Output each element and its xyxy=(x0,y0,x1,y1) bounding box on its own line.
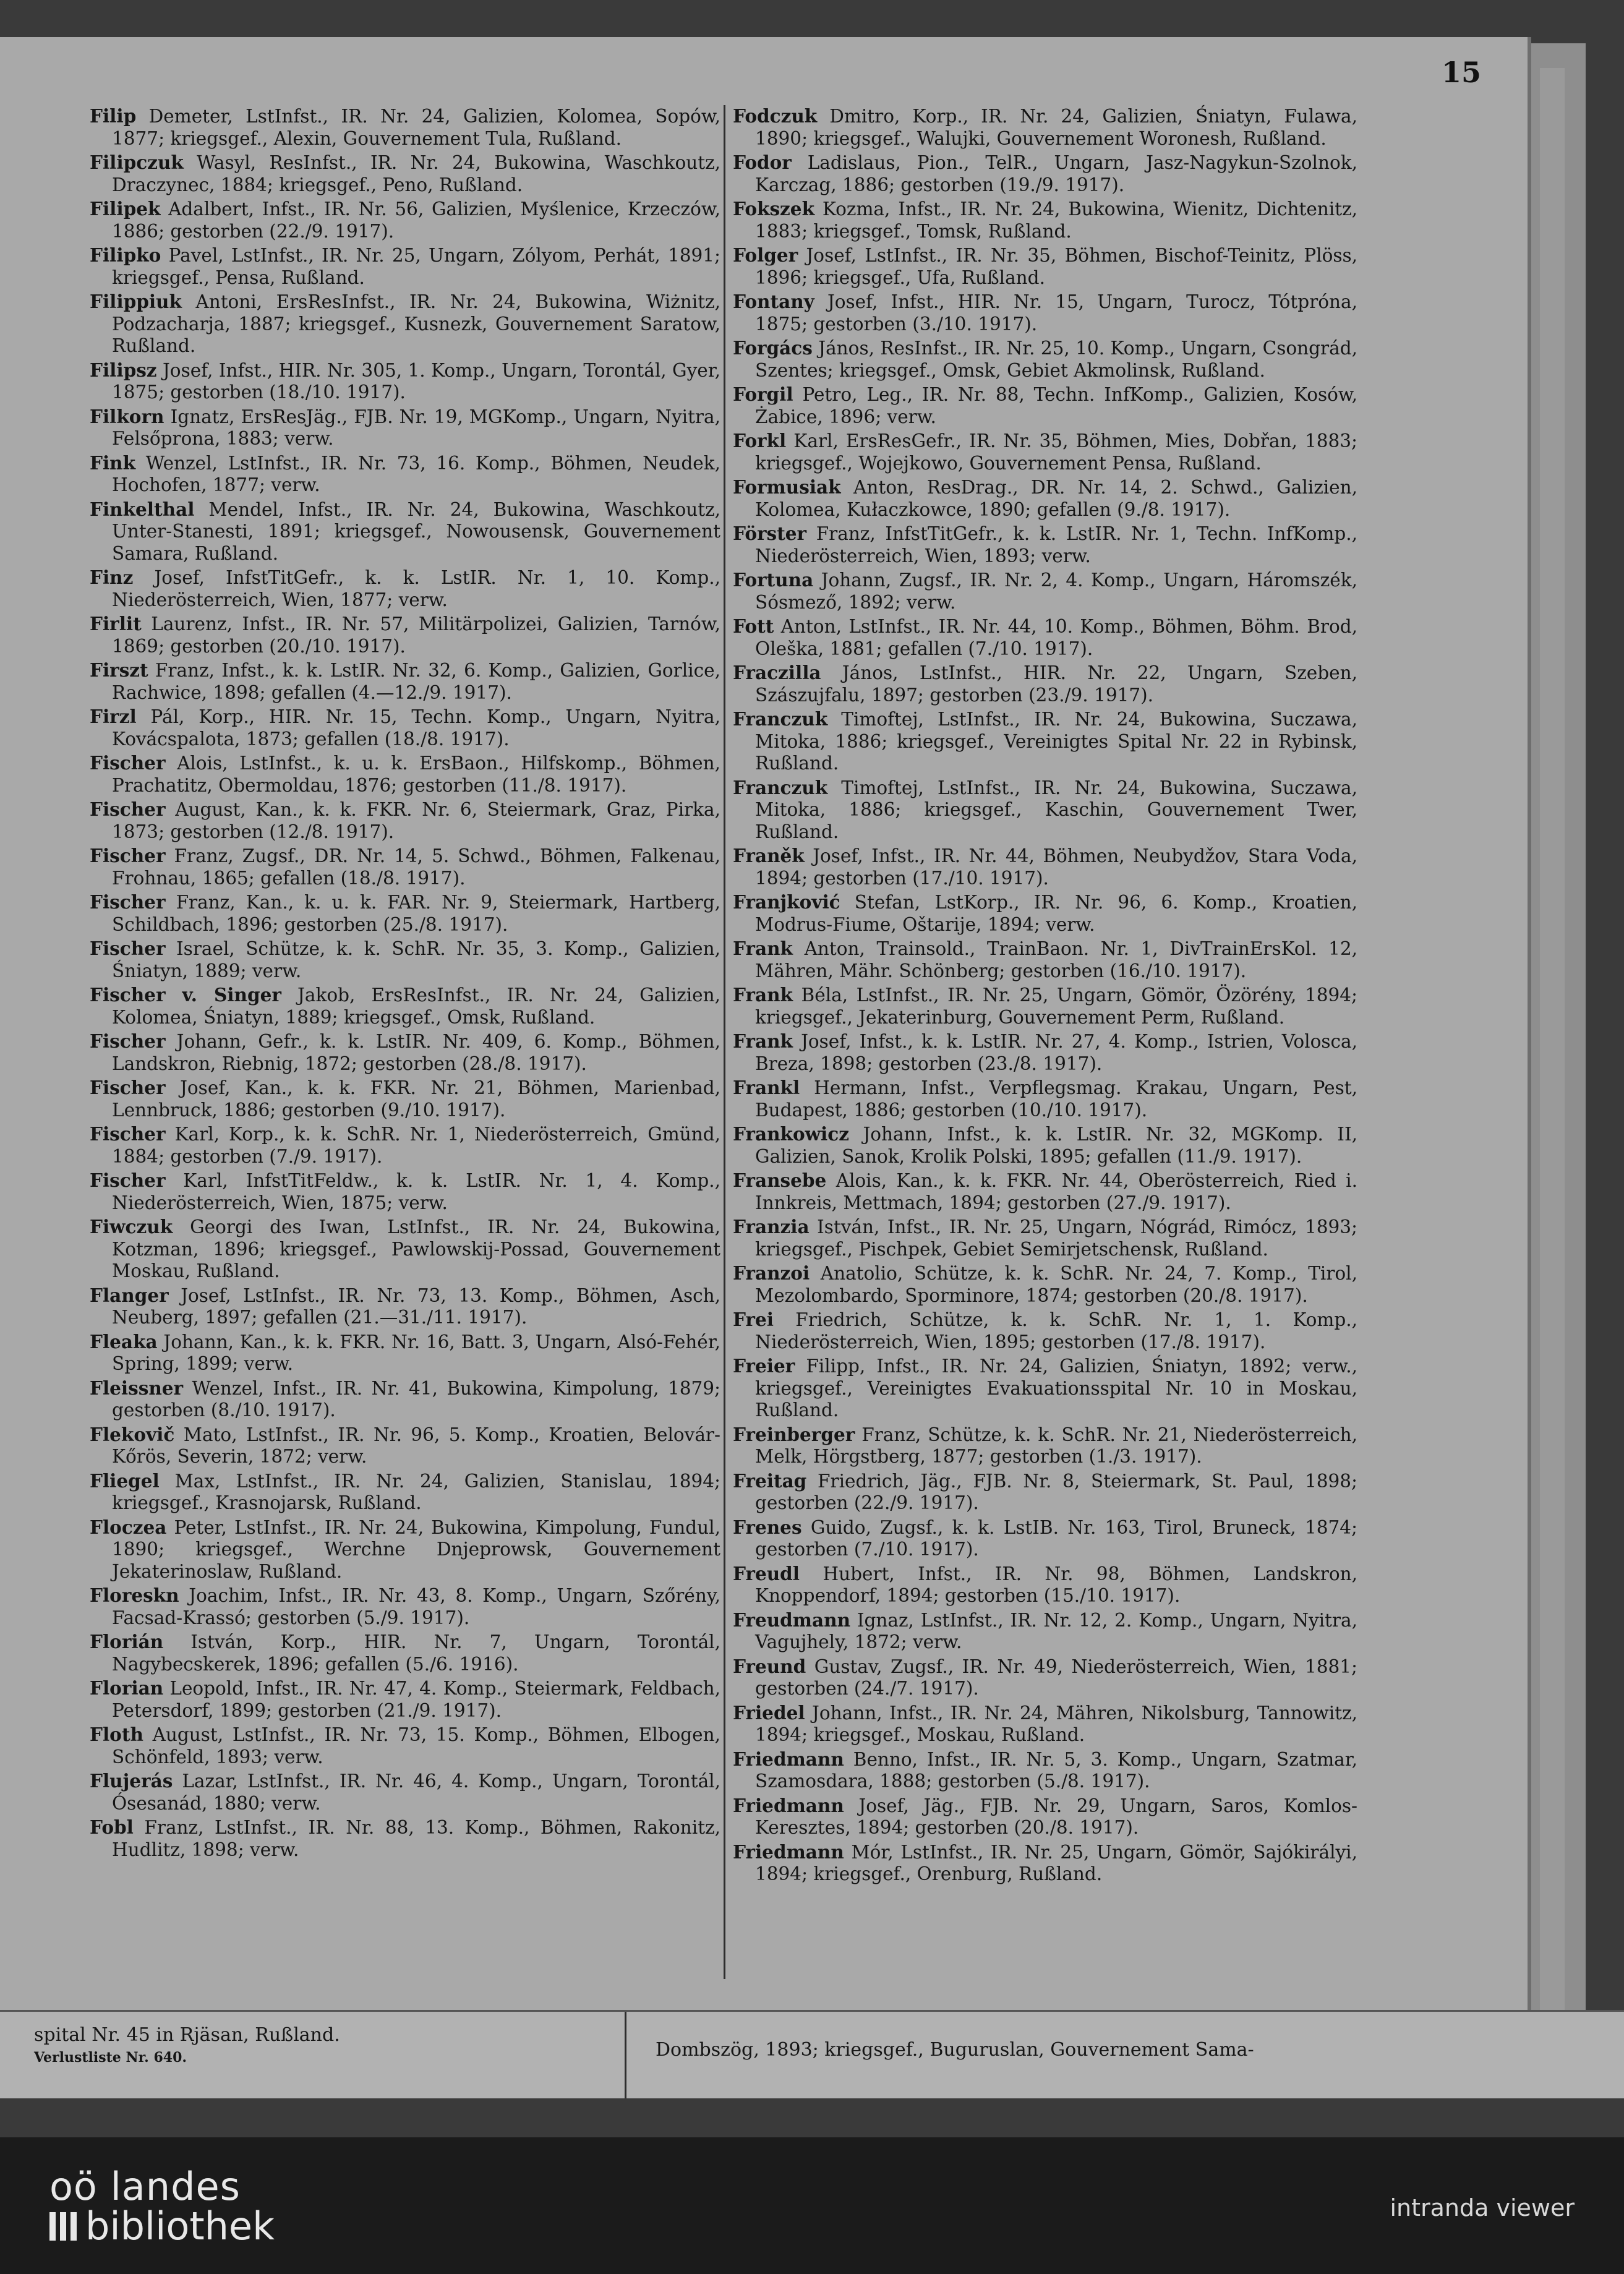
casualty-entry xyxy=(733,708,1357,775)
entry-surname: Forgács xyxy=(733,337,813,359)
entry-surname: Filippiuk xyxy=(90,291,182,312)
entry-surname: Folger xyxy=(733,244,798,266)
casualty-entry xyxy=(733,476,1357,521)
logo-text-top: oö landes xyxy=(49,2164,241,2209)
casualty-entry xyxy=(733,1841,1357,1886)
entry-surname: Friedmann xyxy=(733,1748,844,1770)
entry-details: Jakob, ErsResInfst., IR. Nr. 24, Galizien, Kolomea, Śniatyn, 1889; kriegsgef., Omsk, Rußland. xyxy=(112,985,720,1028)
casualty-entry xyxy=(90,845,720,889)
casualty-entry xyxy=(733,938,1357,982)
entry-details: Alois, Kan., k. k. FKR. Nr. 44, Oberösterreich, Ried i. Innkreis, Mettmach, 1894; gestorben (27./9. 1917). xyxy=(755,1170,1357,1213)
entry-details: Dmitro, Korp., IR. Nr. 24, Galizien, Śniatyn, Fulawa, 1890; kriegsgef., Walujki, Gouvernement Woronesh, Rußland. xyxy=(755,106,1357,149)
entry-details: Wasyl, ResInfst., IR. Nr. 24, Bukowina, Waschkoutz, Draczynec, 1884; kriegsgef., Peno, Rußland. xyxy=(112,152,720,195)
casualty-entry xyxy=(90,938,720,982)
casualty-entry xyxy=(733,662,1357,706)
casualty-entry xyxy=(733,291,1357,335)
entry-surname: Floreskn xyxy=(90,1584,179,1606)
casualty-entry xyxy=(90,1770,720,1814)
entry-surname: Franczuk xyxy=(733,776,828,798)
entry-details: Karl, ErsResGefr., IR. Nr. 35, Böhmen, Mies, Dobřan, 1883; kriegsgef., Wojejkowo, Gouvernement Pensa, Rußland. xyxy=(755,430,1357,474)
entry-details: August, Kan., k. k. FKR. Nr. 6, Steiermark, Graz, Pirka, 1873; gestorben (12./8. 1917). xyxy=(112,799,720,842)
casualty-entry xyxy=(733,523,1357,567)
entry-surname: Fransebe xyxy=(733,1169,827,1191)
entry-surname: Freitag xyxy=(733,1469,807,1492)
entry-surname: Freier xyxy=(733,1355,795,1377)
entry-details: Timoftej, LstInfst., IR. Nr. 24, Bukowina, Suczawa, Mitoka, 1886; kriegsgef., Kaschin, Gouvernement Twer, Rußland. xyxy=(755,777,1357,842)
entry-surname: Fiwczuk xyxy=(90,1216,173,1237)
entry-details: Franz, Infst., k. k. LstIR. Nr. 32, 6. Komp., Galizien, Gorlice, Rachwice, 1898; gefallen (4.—12./9. 1917). xyxy=(112,660,720,703)
entry-surname: Filipek xyxy=(90,198,161,220)
entry-surname: Flanger xyxy=(90,1284,169,1306)
entry-surname: Fott xyxy=(733,615,774,637)
entry-surname: Floth xyxy=(90,1724,143,1745)
casualty-entry xyxy=(90,1516,720,1583)
entry-details: Antoni, ErsResInfst., IR. Nr. 24, Bukowina, Wiżnitz, Podzacharja, 1887; kriegsgef., Kusnezk, Gouvernement Saratow, Rußland. xyxy=(112,291,720,356)
entry-details: Laurenz, Infst., IR. Nr. 57, Militärpolizei, Galizien, Tarnów, 1869; gestorben (20./10. 1917). xyxy=(112,613,720,657)
casualty-entry xyxy=(90,984,720,1028)
casualty-entry xyxy=(733,1030,1357,1075)
casualty-entry xyxy=(90,566,720,611)
casualty-entry xyxy=(733,244,1357,289)
entry-details: Anatolio, Schütze, k. k. SchR. Nr. 24, 7. Komp., Tirol, Mezolombardo, Sporminore, 1874; gestorben (20./8. 1917). xyxy=(755,1263,1357,1306)
entry-surname: Floczea xyxy=(90,1516,167,1538)
entry-details: Josef, Jäg., FJB. Nr. 29, Ungarn, Saros, Komlos-Keresztes, 1894; gestorben (20./8. 1917). xyxy=(755,1795,1357,1838)
casualty-entry xyxy=(733,1795,1357,1839)
casualty-entry xyxy=(90,752,720,797)
entry-details: Friedrich, Jäg., FJB. Nr. 8, Steiermark, St. Paul, 1898; gestorben (22./9. 1917). xyxy=(755,1470,1357,1513)
casualty-entry xyxy=(733,777,1357,844)
entry-surname: Fokszek xyxy=(733,198,815,220)
entry-surname: Forgil xyxy=(733,383,793,405)
entry-surname: Filipsz xyxy=(90,359,157,381)
entry-details: Georgi des Iwan, LstInfst., IR. Nr. 24, Bukowina, Kotzman, 1896; kriegsgef., Pawlowskij-Possad, Gouvernement Moskau, Rußland. xyxy=(112,1216,720,1281)
entry-surname: Firszt xyxy=(90,659,148,681)
entry-details: Anton, ResDrag., DR. Nr. 14, 2. Schwd., Galizien, Kolomea, Kułaczkowce, 1890; gefallen (9./8. 1917). xyxy=(755,477,1357,520)
entry-details: Ignatz, ErsResJäg., FJB. Nr. 19, MGKomp., Ungarn, Nyitra, Felsőprona, 1883; verw. xyxy=(112,406,720,449)
entry-details: Lazar, LstInfst., IR. Nr. 46, 4. Komp., Ungarn, Torontál, Ósesanád, 1880; verw. xyxy=(112,1771,720,1814)
entry-surname: Fodczuk xyxy=(733,105,818,127)
scanned-page xyxy=(0,37,1528,2016)
underlying-left-text xyxy=(34,2024,609,2069)
casualty-entry xyxy=(90,1169,720,1214)
entry-surname: Freudl xyxy=(733,1562,800,1584)
viewer-brand-link[interactable]: intranda viewer xyxy=(1390,2194,1575,2221)
entry-surname: Fischer xyxy=(90,1123,166,1145)
entry-details: Wenzel, Infst., IR. Nr. 41, Bukowina, Kimpolung, 1879; gestorben (8./10. 1917). xyxy=(112,1377,720,1421)
entry-surname: Fischer xyxy=(90,1077,166,1098)
entry-details: Josef, InfstTitGefr., k. k. LstIR. Nr. 1, 10. Komp., Niederösterreich, Wien, 1877; verw. xyxy=(112,567,720,610)
underlying-page-strip xyxy=(0,2010,1624,2098)
entry-details: Pavel, LstInfst., IR. Nr. 25, Ungarn, Zólyom, Perhát, 1891; kriegsgef., Pensa, Rußland. xyxy=(112,245,720,288)
entry-details: Johann, Infst., k. k. LstIR. Nr. 32, MGKomp. II, Galizien, Sanok, Krolik Polski, 1895; gefallen (11./9. 1917). xyxy=(755,1124,1357,1167)
entry-details: Pál, Korp., HIR. Nr. 15, Techn. Komp., Ungarn, Nyitra, Kovácspalota, 1873; gefallen (18./8. 1917). xyxy=(112,706,720,750)
entry-details: Alois, LstInfst., k. u. k. ErsBaon., Hilfskomp., Böhmen, Prachatitz, Obermoldau, 1876; gestorben (11./8. 1917). xyxy=(112,753,720,796)
entry-surname: Fischer xyxy=(90,938,166,959)
entry-surname: Filkorn xyxy=(90,405,165,427)
entry-surname: Filipko xyxy=(90,244,161,266)
entry-surname: Fischer xyxy=(90,845,166,866)
viewer-footer xyxy=(0,2137,1624,2274)
casualty-entry xyxy=(733,1216,1357,1260)
entry-surname: Fortuna xyxy=(733,569,814,591)
casualty-entry xyxy=(733,383,1357,428)
casualty-entry xyxy=(733,1123,1357,1168)
entry-surname: Finkelthal xyxy=(90,498,195,520)
entry-details: Filipp, Infst., IR. Nr. 24, Galizien, Śniatyn, 1892; verw., kriegsgef., Vereinigtes Evakuationsspital Nr. 10 in Moskau, Rußland. xyxy=(755,1356,1357,1421)
entry-surname: Freund xyxy=(733,1655,806,1677)
entry-details: Johann, Kan., k. k. FKR. Nr. 16, Batt. 3, Ungarn, Alsó-Fehér, Spring, 1899; verw. xyxy=(112,1331,720,1374)
entry-surname: Freinberger xyxy=(733,1423,855,1445)
logo-bars-icon xyxy=(49,2212,77,2241)
entry-surname: Fischer xyxy=(90,891,166,913)
entry-surname: Fodor xyxy=(733,152,792,173)
entry-details: Mór, LstInfst., IR. Nr. 25, Ungarn, Gömör, Sajókirályi, 1894; kriegsgef., Orenburg, Rußland. xyxy=(755,1841,1357,1884)
casualty-entry xyxy=(733,337,1357,382)
casualty-entry xyxy=(90,244,720,289)
entry-surname: Frank xyxy=(733,938,793,959)
underlying-divider xyxy=(625,2012,626,2098)
entry-details: Mato, LstInfst., IR. Nr. 96, 5. Komp., Kroatien, Belovár-Kőrös, Severin, 1872; verw. xyxy=(112,1424,720,1467)
entry-surname: Frank xyxy=(733,1030,793,1052)
casualty-entry xyxy=(733,1309,1357,1353)
entry-surname: Finz xyxy=(90,566,134,588)
entry-details: János, LstInfst., HIR. Nr. 22, Ungarn, Szeben, Szászujfalu, 1897; gestorben (23./9. 1917). xyxy=(755,662,1357,706)
entry-details: István, Infst., IR. Nr. 25, Ungarn, Nógrád, Rimócz, 1893; kriegsgef., Pischpek, Gebiet Semirjetschensk, Rußland. xyxy=(755,1216,1357,1260)
casualty-entry xyxy=(733,1563,1357,1607)
casualty-entry xyxy=(733,1077,1357,1121)
casualty-entry xyxy=(733,845,1357,889)
entry-surname: Frei xyxy=(733,1309,774,1330)
casualty-entry xyxy=(733,1470,1357,1515)
entry-details: Ladislaus, Pion., TelR., Ungarn, Jasz-Nagykun-Szolnok, Karczag, 1886; gestorben (19./9. 1917). xyxy=(755,152,1357,195)
entry-surname: Frankl xyxy=(733,1077,800,1098)
entry-details: Josef, LstInfst., IR. Nr. 35, Böhmen, Bischof-Teinitz, Plöss, 1896; kriegsgef., Ufa, Rußland. xyxy=(755,245,1357,288)
casualty-entry xyxy=(90,1677,720,1722)
casualty-entry xyxy=(90,1077,720,1121)
casualty-entry xyxy=(733,1169,1357,1214)
casualty-entry xyxy=(90,613,720,657)
entry-details: Josef, Infst., HIR. Nr. 305, 1. Komp., Ungarn, Torontál, Gyer, 1875; gestorben (18./10. 1917). xyxy=(112,359,720,403)
casualty-entry xyxy=(733,891,1357,936)
entry-details: Johann, Zugsf., IR. Nr. 2, 4. Komp., Ungarn, Háromszék, Sósmező, 1892; verw. xyxy=(755,570,1357,613)
casualty-entry xyxy=(733,1656,1357,1700)
entry-details: Anton, LstInfst., IR. Nr. 44, 10. Komp., Böhmen, Böhm. Brod, Oleška, 1881; gefallen (7./10. 1917). xyxy=(755,616,1357,659)
casualty-entry xyxy=(90,1631,720,1675)
casualty-entry xyxy=(90,1584,720,1629)
casualty-entry xyxy=(733,1355,1357,1422)
entry-details: Franz, Schütze, k. k. SchR. Nr. 21, Niederösterreich, Melk, Hörgstberg, 1877; gestorben (1./3. 1917). xyxy=(755,1424,1357,1467)
casualty-entry xyxy=(90,452,720,497)
entry-surname: Frankowicz xyxy=(733,1123,849,1145)
entry-details: István, Korp., HIR. Nr. 7, Ungarn, Torontál, Nagybecskerek, 1896; gefallen (5./6. 1916). xyxy=(112,1631,720,1675)
entry-surname: Forkl xyxy=(733,430,787,451)
casualty-entry xyxy=(90,1123,720,1168)
logo-text-bottom: bibliothek xyxy=(85,2203,275,2249)
casualty-entry xyxy=(733,1702,1357,1746)
casualty-entry xyxy=(90,1424,720,1468)
library-logo[interactable] xyxy=(49,2164,275,2249)
entry-surname: Friedmann xyxy=(733,1794,844,1816)
entry-surname: Fischer xyxy=(90,1169,166,1191)
entry-surname: Flekovič xyxy=(90,1423,175,1445)
entry-surname: Fischer v. Singer xyxy=(90,984,281,1006)
entry-details: August, LstInfst., IR. Nr. 73, 15. Komp., Böhmen, Elbogen, Schönfeld, 1893; verw. xyxy=(112,1724,720,1767)
casualty-entry xyxy=(90,1284,720,1329)
entry-details: Béla, LstInfst., IR. Nr. 25, Ungarn, Gömör, Özörény, 1894; kriegsgef., Jekaterinburg, Gouvernement Perm, Rußland. xyxy=(755,985,1357,1028)
entry-surname: Frank xyxy=(733,984,793,1006)
casualty-entry xyxy=(90,1331,720,1375)
entry-details: Guido, Zugsf., k. k. LstIB. Nr. 163, Tirol, Bruneck, 1874; gestorben (7./10. 1917). xyxy=(755,1516,1357,1560)
casualty-entry xyxy=(733,1424,1357,1468)
entry-details: Kozma, Infst., IR. Nr. 24, Bukowina, Wienitz, Dichtenitz, 1883; kriegsgef., Tomsk, Rußland. xyxy=(755,199,1357,242)
entry-details: Franz, LstInfst., IR. Nr. 88, 13. Komp., Böhmen, Rakonitz, Hudlitz, 1898; verw. xyxy=(112,1817,720,1860)
casualty-entry xyxy=(733,105,1357,150)
casualty-entry xyxy=(733,198,1357,242)
casualty-entry xyxy=(90,891,720,936)
casualty-entry xyxy=(90,1377,720,1422)
entry-details: Johann, Infst., IR. Nr. 24, Mähren, Nikolsburg, Tannowitz, 1894; kriegsgef., Moskau, Rußland. xyxy=(755,1702,1357,1745)
entry-details: Ignaz, LstInfst., IR. Nr. 12, 2. Komp., Ungarn, Nyitra, Vagujhely, 1872; verw. xyxy=(755,1609,1357,1652)
entry-details: Johann, Gefr., k. k. LstIR. Nr. 409, 6. Komp., Böhmen, Landskron, Riebnig, 1872; gestorben (28./8. 1917). xyxy=(112,1031,720,1074)
entry-surname: Fobl xyxy=(90,1816,134,1838)
entry-surname: Friedmann xyxy=(733,1840,844,1863)
entry-surname: Friedel xyxy=(733,1701,805,1724)
entry-details: Josef, Kan., k. k. FKR. Nr. 21, Böhmen, Marienbad, Lennbruck, 1886; gestorben (9./10. 1917). xyxy=(112,1077,720,1121)
entry-surname: Fischer xyxy=(90,798,166,820)
entry-details: Wenzel, LstInfst., IR. Nr. 73, 16. Komp., Böhmen, Neudek, Hochofen, 1877; verw. xyxy=(112,452,720,495)
casualty-entry xyxy=(90,152,720,196)
casualty-entry xyxy=(733,1516,1357,1561)
casualty-entry xyxy=(90,105,720,150)
entry-details: Joachim, Infst., IR. Nr. 43, 8. Komp., Ungarn, Szőrény, Facsad-Krassó; gestorben (5./9. 1917). xyxy=(112,1585,720,1628)
casualty-entry xyxy=(733,615,1357,660)
entry-surname: Firzl xyxy=(90,706,137,727)
entry-details: Timoftej, LstInfst., IR. Nr. 24, Bukowina, Suczawa, Mitoka, 1886; kriegsgef., Vereinigtes Spital Nr. 22 in Rybinsk, Rußland. xyxy=(755,709,1357,774)
entry-details: Peter, LstInfst., IR. Nr. 24, Bukowina, Kimpolung, Fundul, 1890; kriegsgef., Werchne Dnjeprowsk, Gouvernement Jekaterinoslaw, Rußland. xyxy=(112,1516,720,1582)
entry-surname: Firlit xyxy=(90,613,142,635)
entry-surname: Frenes xyxy=(733,1516,802,1538)
entry-details: Max, LstInfst., IR. Nr. 24, Galizien, Stanislau, 1894; kriegsgef., Krasnojarsk, Rußland. xyxy=(112,1470,720,1513)
casualty-entry xyxy=(733,984,1357,1028)
casualty-entry xyxy=(90,706,720,750)
underlying-right-line: Dombszög, 1893; kriegsgef., Buguruslan, Gouvernement Sama- xyxy=(656,2039,1254,2061)
entry-details: Josef, Infst., IR. Nr. 44, Böhmen, Neubydžov, Stara Voda, 1894; gestorben (17./10. 1917). xyxy=(755,845,1358,889)
page-edge xyxy=(1540,68,1565,2028)
entry-surname: Freudmann xyxy=(733,1609,851,1631)
list-reference: Verlustliste Nr. 640. xyxy=(34,2050,187,2066)
entry-surname: Förster xyxy=(733,523,807,544)
entry-surname: Franczuk xyxy=(733,708,828,730)
casualty-entry xyxy=(90,1216,720,1283)
entry-details: Franz, Kan., k. u. k. FAR. Nr. 9, Steiermark, Hartberg, Schildbach, 1896; gestorben (25./8. 1917). xyxy=(112,892,720,935)
entry-details: Josef, Infst., HIR. Nr. 15, Ungarn, Turocz, Tótpróna, 1875; gestorben (3./10. 1917). xyxy=(755,291,1357,335)
left-column xyxy=(90,105,720,1863)
casualty-entry xyxy=(733,1748,1357,1793)
entry-details: Adalbert, Infst., IR. Nr. 56, Galizien, Myślenice, Krzeczów, 1886; gestorben (22./9. 1917). xyxy=(112,199,720,242)
entry-surname: Fleaka xyxy=(90,1330,158,1353)
entry-details: Petro, Leg., IR. Nr. 88, Techn. InfKomp., Galizien, Kosów, Żabice, 1896; verw. xyxy=(755,384,1357,427)
entry-surname: Fraczilla xyxy=(733,662,821,683)
entry-surname: Fischer xyxy=(90,752,166,774)
entry-details: Franz, InfstTitGefr., k. k. LstIR. Nr. 1, Techn. InfKomp., Niederösterreich, Wien, 1893; verw. xyxy=(755,523,1357,566)
casualty-entry xyxy=(90,798,720,843)
casualty-entry xyxy=(90,198,720,242)
casualty-entry xyxy=(90,659,720,704)
entry-surname: Flujerás xyxy=(90,1770,173,1792)
casualty-entry xyxy=(90,1030,720,1075)
entry-details: Leopold, Infst., IR. Nr. 47, 4. Komp., Steiermark, Feldbach, Petersdorf, 1899; gestorben (21./9. 1917). xyxy=(112,1678,720,1721)
entry-details: Benno, Infst., IR. Nr. 5, 3. Komp., Ungarn, Szatmar, Szamosdara, 1888; gestorben (5./8. 1917). xyxy=(755,1748,1357,1792)
entry-details: János, ResInfst., IR. Nr. 25, 10. Komp., Ungarn, Csongrád, Szentes; kriegsgef., Omsk, Gebiet Akmolinsk, Rußland. xyxy=(755,338,1357,381)
entry-surname: Fischer xyxy=(90,1030,166,1052)
casualty-entry xyxy=(90,1724,720,1768)
page-number: 15 xyxy=(1441,56,1481,89)
entry-details: Mendel, Infst., IR. Nr. 24, Bukowina, Waschkoutz, Unter-Stanesti, 1891; kriegsgef., Nowousensk, Gouvernement Samara, Rußland. xyxy=(112,498,720,564)
entry-details: Franz, Zugsf., DR. Nr. 14, 5. Schwd., Böhmen, Falkenau, Frohnau, 1865; gefallen (18./8. 1917). xyxy=(112,845,720,889)
entry-details: Hubert, Infst., IR. Nr. 98, Böhmen, Landskron, Knoppendorf, 1894; gestorben (15./10. 1917). xyxy=(755,1563,1357,1606)
casualty-entry xyxy=(733,1262,1357,1307)
logo-text-bottom-row xyxy=(49,2203,275,2249)
entry-surname: Florián xyxy=(90,1631,164,1652)
entry-surname: Franěk xyxy=(733,845,805,866)
entry-surname: Formusiak xyxy=(733,476,841,498)
entry-surname: Franzoi xyxy=(733,1262,810,1284)
entry-surname: Fink xyxy=(90,451,136,474)
entry-surname: Fleissner xyxy=(90,1377,184,1399)
entry-surname: Franzia xyxy=(733,1216,810,1237)
entry-surname: Fontany xyxy=(733,291,814,312)
entry-surname: Filipczuk xyxy=(90,152,184,173)
underlying-left-line: spital Nr. 45 in Rjäsan, Rußland. xyxy=(34,2024,340,2046)
entry-details: Josef, Infst., k. k. LstIR. Nr. 27, 4. Komp., Istrien, Volosca, Breza, 1898; gestorben (23./8. 1917). xyxy=(755,1031,1357,1074)
casualty-entry xyxy=(90,498,720,565)
casualty-entry xyxy=(733,430,1357,474)
casualty-entry xyxy=(733,152,1357,196)
entry-surname: Fliegel xyxy=(90,1469,160,1492)
entry-details: Hermann, Infst., Verpflegsmag. Krakau, Ungarn, Pest, Budapest, 1886; gestorben (10./10. 1917). xyxy=(755,1077,1357,1121)
casualty-entry xyxy=(90,359,720,404)
entry-surname: Filip xyxy=(90,105,137,127)
column-divider xyxy=(724,105,725,1979)
entry-details: Friedrich, Schütze, k. k. SchR. Nr. 1, 1. Komp., Niederösterreich, Wien, 1895; gestorben (17./8. 1917). xyxy=(755,1309,1357,1353)
casualty-entry xyxy=(90,291,720,357)
right-column xyxy=(733,105,1357,1887)
entry-surname: Franjković xyxy=(733,891,840,913)
entry-surname: Florian xyxy=(90,1677,164,1699)
casualty-entry xyxy=(90,1816,720,1861)
entry-details: Israel, Schütze, k. k. SchR. Nr. 35, 3. Komp., Galizien, Śniatyn, 1889; verw. xyxy=(112,938,720,981)
casualty-entry xyxy=(733,1609,1357,1654)
casualty-entry xyxy=(733,569,1357,613)
entry-details: Karl, Korp., k. k. SchR. Nr. 1, Niederösterreich, Gmünd, 1884; gestorben (7./9. 1917). xyxy=(112,1124,720,1167)
casualty-entry xyxy=(90,406,720,450)
entry-details: Karl, InfstTitFeldw., k. k. LstIR. Nr. 1, 4. Komp., Niederösterreich, Wien, 1875; verw. xyxy=(112,1170,720,1213)
entry-details: Josef, LstInfst., IR. Nr. 73, 13. Komp., Böhmen, Asch, Neuberg, 1897; gefallen (21.—31./11. 1917). xyxy=(112,1284,720,1328)
entry-details: Demeter, LstInfst., IR. Nr. 24, Galizien, Kolomea, Sopów, 1877; kriegsgef., Alexin, Gouvernement Tula, Rußland. xyxy=(112,106,720,149)
underlying-right-text xyxy=(656,2014,1336,2061)
casualty-entry xyxy=(90,1470,720,1515)
entry-details: Stefan, LstKorp., IR. Nr. 96, 6. Komp., Kroatien, Modrus-Fiume, Oštarije, 1894; verw. xyxy=(755,892,1357,935)
entry-details: Gustav, Zugsf., IR. Nr. 49, Niederösterreich, Wien, 1881; gestorben (24./7. 1917). xyxy=(755,1656,1357,1699)
entry-details: Anton, Trainsold., TrainBaon. Nr. 1, DivTrainErsKol. 12, Mähren, Mähr. Schönberg; gestorben (16./10. 1917). xyxy=(755,938,1357,981)
